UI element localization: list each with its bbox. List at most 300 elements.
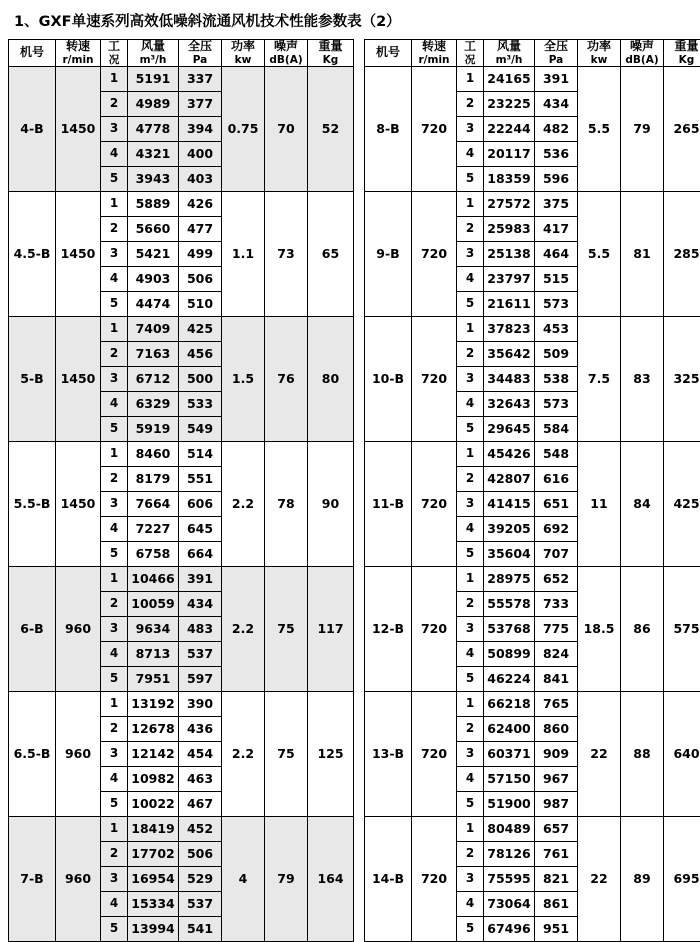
col-header-rpm-label: 转速 [422, 39, 446, 53]
cell-condition: 5 [457, 916, 484, 941]
cell-flow: 4903 [128, 266, 179, 291]
cell-noise: 79 [621, 66, 664, 191]
cell-pressure: 453 [535, 316, 578, 341]
cell-condition: 1 [101, 66, 128, 91]
col-header-noise-unit: dB(A) [621, 54, 663, 66]
col-header-flow [128, 40, 179, 67]
cell-condition: 4 [101, 141, 128, 166]
cell-flow: 35642 [484, 341, 535, 366]
cell-pressure: 606 [179, 491, 222, 516]
col-header-condition-sub: 况 [101, 54, 127, 66]
cell-flow: 10059 [128, 591, 179, 616]
cell-flow: 8713 [128, 641, 179, 666]
cell-pressure: 967 [535, 766, 578, 791]
col-header-flow-label: 风量 [497, 39, 521, 53]
cell-pressure: 765 [535, 691, 578, 716]
cell-pressure: 436 [179, 716, 222, 741]
cell-noise: 86 [621, 566, 664, 691]
cell-flow: 55578 [484, 591, 535, 616]
cell-flow: 5191 [128, 66, 179, 91]
cell-pressure: 483 [179, 616, 222, 641]
cell-flow: 35604 [484, 541, 535, 566]
cell-power: 5.5 [578, 191, 621, 316]
cell-condition: 2 [101, 716, 128, 741]
cell-flow: 16954 [128, 866, 179, 891]
cell-flow: 8460 [128, 441, 179, 466]
cell-condition: 4 [457, 891, 484, 916]
cell-noise: 89 [621, 816, 664, 941]
cell-pressure: 707 [535, 541, 578, 566]
cell-power: 22 [578, 691, 621, 816]
cell-condition: 3 [101, 366, 128, 391]
cell-flow: 18419 [128, 816, 179, 841]
tables-container [8, 39, 692, 942]
cell-condition: 1 [457, 566, 484, 591]
cell-condition: 2 [457, 716, 484, 741]
cell-condition: 1 [101, 316, 128, 341]
cell-flow: 5660 [128, 216, 179, 241]
cell-noise: 75 [265, 691, 308, 816]
col-header-rpm-unit: r/min [56, 54, 100, 66]
cell-condition: 5 [457, 291, 484, 316]
cell-pressure: 548 [535, 441, 578, 466]
cell-condition: 5 [101, 416, 128, 441]
cell-rpm: 1450 [56, 66, 101, 191]
cell-flow: 24165 [484, 66, 535, 91]
cell-flow: 29645 [484, 416, 535, 441]
cell-pressure: 761 [535, 841, 578, 866]
table-row [9, 566, 354, 591]
table-row [365, 191, 700, 216]
cell-flow: 4989 [128, 91, 179, 116]
cell-condition: 2 [457, 91, 484, 116]
cell-condition: 1 [101, 441, 128, 466]
cell-flow: 21611 [484, 291, 535, 316]
table-row [365, 816, 700, 841]
cell-flow: 7664 [128, 491, 179, 516]
cell-pressure: 821 [535, 866, 578, 891]
cell-flow: 37823 [484, 316, 535, 341]
cell-condition: 1 [457, 316, 484, 341]
cell-condition: 1 [457, 691, 484, 716]
cell-rpm: 1450 [56, 191, 101, 316]
table-row [9, 316, 354, 341]
col-header-power [222, 40, 265, 67]
cell-condition: 3 [457, 616, 484, 641]
cell-model: 7-B [9, 816, 56, 941]
cell-flow: 39205 [484, 516, 535, 541]
col-header-rpm-label: 转速 [66, 39, 90, 53]
cell-pressure: 651 [535, 491, 578, 516]
cell-pressure: 456 [179, 341, 222, 366]
cell-flow: 62400 [484, 716, 535, 741]
cell-pressure: 596 [535, 166, 578, 191]
cell-rpm: 960 [56, 566, 101, 691]
cell-flow: 4778 [128, 116, 179, 141]
cell-flow: 57150 [484, 766, 535, 791]
cell-condition: 1 [457, 66, 484, 91]
cell-rpm: 960 [56, 691, 101, 816]
col-header-noise-label: 噪声 [630, 39, 654, 53]
cell-flow: 46224 [484, 666, 535, 691]
col-header-noise [265, 40, 308, 67]
cell-condition: 1 [101, 691, 128, 716]
cell-flow: 13192 [128, 691, 179, 716]
cell-pressure: 391 [179, 566, 222, 591]
cell-pressure: 500 [179, 366, 222, 391]
cell-pressure: 506 [179, 841, 222, 866]
cell-flow: 5889 [128, 191, 179, 216]
col-header-power-unit: kw [578, 54, 620, 66]
cell-pressure: 541 [179, 916, 222, 941]
cell-pressure: 434 [179, 591, 222, 616]
cell-pressure: 417 [535, 216, 578, 241]
table-row [9, 191, 354, 216]
cell-noise: 75 [265, 566, 308, 691]
cell-noise: 76 [265, 316, 308, 441]
cell-model: 13-B [365, 691, 412, 816]
cell-flow: 50899 [484, 641, 535, 666]
cell-pressure: 533 [179, 391, 222, 416]
cell-pressure: 377 [179, 91, 222, 116]
cell-pressure: 426 [179, 191, 222, 216]
cell-model: 11-B [365, 441, 412, 566]
cell-flow: 10466 [128, 566, 179, 591]
cell-pressure: 425 [179, 316, 222, 341]
table-header-right [365, 40, 700, 67]
cell-flow: 75595 [484, 866, 535, 891]
cell-condition: 4 [101, 766, 128, 791]
cell-condition: 1 [101, 816, 128, 841]
col-header-weight [308, 40, 354, 67]
cell-noise: 78 [265, 441, 308, 566]
cell-flow: 12142 [128, 741, 179, 766]
cell-noise: 79 [265, 816, 308, 941]
header-row [9, 40, 354, 67]
cell-rpm: 720 [412, 566, 457, 691]
col-header-pressure-label: 全压 [188, 39, 212, 53]
cell-condition: 5 [101, 166, 128, 191]
cell-power: 2.2 [222, 691, 265, 816]
cell-flow: 25138 [484, 241, 535, 266]
cell-condition: 3 [101, 616, 128, 641]
cell-weight: 164 [308, 816, 354, 941]
cell-condition: 2 [101, 841, 128, 866]
cell-flow: 5919 [128, 416, 179, 441]
cell-power: 5.5 [578, 66, 621, 191]
cell-flow: 73064 [484, 891, 535, 916]
cell-condition: 2 [101, 591, 128, 616]
cell-power: 0.75 [222, 66, 265, 191]
cell-flow: 28975 [484, 566, 535, 591]
cell-condition: 4 [101, 641, 128, 666]
cell-noise: 81 [621, 191, 664, 316]
cell-condition: 3 [101, 241, 128, 266]
cell-condition: 5 [101, 916, 128, 941]
cell-condition: 4 [101, 391, 128, 416]
cell-pressure: 841 [535, 666, 578, 691]
cell-model: 14-B [365, 816, 412, 941]
cell-condition: 3 [457, 866, 484, 891]
col-header-condition-label: 工 [464, 39, 476, 53]
cell-flow: 9634 [128, 616, 179, 641]
cell-pressure: 861 [535, 891, 578, 916]
cell-condition: 2 [101, 466, 128, 491]
cell-weight: 265 [664, 66, 700, 191]
cell-flow: 25983 [484, 216, 535, 241]
cell-flow: 7227 [128, 516, 179, 541]
cell-model: 6-B [9, 566, 56, 691]
cell-condition: 5 [457, 791, 484, 816]
cell-pressure: 400 [179, 141, 222, 166]
table-row [365, 66, 700, 91]
cell-power: 2.2 [222, 441, 265, 566]
cell-flow: 51900 [484, 791, 535, 816]
cell-flow: 32643 [484, 391, 535, 416]
cell-pressure: 860 [535, 716, 578, 741]
cell-flow: 6712 [128, 366, 179, 391]
cell-condition: 2 [457, 466, 484, 491]
cell-pressure: 652 [535, 566, 578, 591]
cell-pressure: 536 [535, 141, 578, 166]
cell-condition: 5 [101, 541, 128, 566]
cell-flow: 80489 [484, 816, 535, 841]
header-row [365, 40, 700, 67]
cell-pressure: 573 [535, 291, 578, 316]
cell-weight: 52 [308, 66, 354, 191]
cell-condition: 2 [457, 591, 484, 616]
cell-condition: 5 [457, 416, 484, 441]
cell-flow: 10982 [128, 766, 179, 791]
cell-condition: 5 [457, 666, 484, 691]
col-header-flow-unit: m³/h [128, 54, 178, 66]
right-table-wrapper [364, 39, 700, 942]
cell-condition: 3 [101, 741, 128, 766]
cell-power: 18.5 [578, 566, 621, 691]
cell-model: 9-B [365, 191, 412, 316]
col-header-rpm-unit: r/min [412, 54, 456, 66]
cell-model: 4.5-B [9, 191, 56, 316]
cell-pressure: 454 [179, 741, 222, 766]
col-header-condition-sub: 况 [457, 54, 483, 66]
cell-pressure: 529 [179, 866, 222, 891]
table-row [365, 566, 700, 591]
col-header-rpm [412, 40, 457, 67]
cell-pressure: 464 [535, 241, 578, 266]
cell-pressure: 537 [179, 891, 222, 916]
cell-pressure: 549 [179, 416, 222, 441]
col-header-model [365, 40, 412, 67]
col-header-weight-unit: Kg [664, 54, 700, 66]
cell-condition: 5 [101, 666, 128, 691]
cell-rpm: 720 [412, 191, 457, 316]
cell-condition: 3 [101, 866, 128, 891]
cell-pressure: 597 [179, 666, 222, 691]
cell-flow: 34483 [484, 366, 535, 391]
cell-flow: 53768 [484, 616, 535, 641]
cell-weight: 285 [664, 191, 700, 316]
cell-model: 6.5-B [9, 691, 56, 816]
cell-condition: 3 [457, 241, 484, 266]
col-header-power [578, 40, 621, 67]
col-header-flow [484, 40, 535, 67]
cell-flow: 18359 [484, 166, 535, 191]
col-header-power-label: 功率 [587, 39, 611, 53]
cell-condition: 1 [457, 816, 484, 841]
col-header-pressure-unit: Pa [535, 54, 577, 66]
cell-condition: 4 [457, 391, 484, 416]
cell-noise: 73 [265, 191, 308, 316]
cell-flow: 67496 [484, 916, 535, 941]
cell-flow: 7409 [128, 316, 179, 341]
cell-condition: 4 [457, 766, 484, 791]
table-row [9, 66, 354, 91]
cell-rpm: 720 [412, 816, 457, 941]
cell-flow: 7951 [128, 666, 179, 691]
cell-weight: 640 [664, 691, 700, 816]
cell-flow: 78126 [484, 841, 535, 866]
cell-rpm: 1450 [56, 316, 101, 441]
spec-table-left [8, 39, 354, 942]
cell-condition: 2 [457, 216, 484, 241]
page-title: 1、GXF单速系列高效低噪斜流通风机技术性能参数表（2） [14, 10, 692, 31]
cell-pressure: 584 [535, 416, 578, 441]
cell-power: 1.1 [222, 191, 265, 316]
cell-rpm: 720 [412, 441, 457, 566]
cell-condition: 3 [101, 491, 128, 516]
col-header-flow-unit: m³/h [484, 54, 534, 66]
cell-pressure: 510 [179, 291, 222, 316]
cell-flow: 7163 [128, 341, 179, 366]
table-row [9, 691, 354, 716]
cell-flow: 15334 [128, 891, 179, 916]
cell-pressure: 391 [535, 66, 578, 91]
cell-noise: 83 [621, 316, 664, 441]
cell-model: 10-B [365, 316, 412, 441]
cell-weight: 325 [664, 316, 700, 441]
cell-rpm: 960 [56, 816, 101, 941]
col-header-noise-label: 噪声 [274, 39, 298, 53]
cell-pressure: 733 [535, 591, 578, 616]
col-header-model [9, 40, 56, 67]
cell-flow: 6329 [128, 391, 179, 416]
cell-condition: 1 [457, 441, 484, 466]
table-body-left [9, 66, 354, 941]
cell-pressure: 645 [179, 516, 222, 541]
cell-weight: 80 [308, 316, 354, 441]
cell-condition: 4 [457, 141, 484, 166]
col-header-condition [457, 40, 484, 67]
spec-table-right [364, 39, 700, 942]
col-header-condition [101, 40, 128, 67]
cell-condition: 5 [101, 291, 128, 316]
cell-condition: 3 [457, 491, 484, 516]
table-header-left [9, 40, 354, 67]
cell-pressure: 482 [535, 116, 578, 141]
cell-flow: 4321 [128, 141, 179, 166]
cell-flow: 10022 [128, 791, 179, 816]
cell-weight: 117 [308, 566, 354, 691]
cell-flow: 45426 [484, 441, 535, 466]
cell-condition: 3 [457, 741, 484, 766]
cell-flow: 13994 [128, 916, 179, 941]
cell-model: 5-B [9, 316, 56, 441]
col-header-weight-label: 重量 [318, 39, 342, 53]
cell-condition: 3 [457, 116, 484, 141]
col-header-pressure [535, 40, 578, 67]
cell-condition: 1 [457, 191, 484, 216]
cell-pressure: 909 [535, 741, 578, 766]
left-table-wrapper [8, 39, 354, 942]
cell-power: 7.5 [578, 316, 621, 441]
cell-pressure: 616 [535, 466, 578, 491]
cell-rpm: 720 [412, 691, 457, 816]
cell-pressure: 987 [535, 791, 578, 816]
col-header-power-label: 功率 [231, 39, 255, 53]
cell-condition: 4 [101, 516, 128, 541]
col-header-rpm [56, 40, 101, 67]
cell-flow: 27572 [484, 191, 535, 216]
cell-weight: 695 [664, 816, 700, 941]
cell-flow: 20117 [484, 141, 535, 166]
cell-flow: 22244 [484, 116, 535, 141]
table-row [365, 441, 700, 466]
table-row [9, 441, 354, 466]
cell-condition: 4 [101, 891, 128, 916]
col-header-weight-label: 重量 [674, 39, 698, 53]
cell-condition: 2 [457, 341, 484, 366]
cell-condition: 2 [101, 91, 128, 116]
cell-flow: 12678 [128, 716, 179, 741]
cell-condition: 2 [457, 841, 484, 866]
col-header-condition-label: 工 [108, 39, 120, 53]
cell-pressure: 403 [179, 166, 222, 191]
cell-noise: 84 [621, 441, 664, 566]
cell-pressure: 824 [535, 641, 578, 666]
cell-flow: 6758 [128, 541, 179, 566]
cell-pressure: 514 [179, 441, 222, 466]
col-header-noise [621, 40, 664, 67]
cell-pressure: 463 [179, 766, 222, 791]
cell-flow: 41415 [484, 491, 535, 516]
cell-model: 5.5-B [9, 441, 56, 566]
col-header-weight-unit: Kg [308, 54, 353, 66]
table-row [365, 691, 700, 716]
cell-pressure: 499 [179, 241, 222, 266]
cell-pressure: 664 [179, 541, 222, 566]
cell-flow: 3943 [128, 166, 179, 191]
cell-power: 11 [578, 441, 621, 566]
col-header-weight [664, 40, 700, 67]
cell-power: 22 [578, 816, 621, 941]
cell-noise: 88 [621, 691, 664, 816]
cell-pressure: 515 [535, 266, 578, 291]
col-header-model-label: 机号 [376, 45, 400, 59]
cell-condition: 5 [457, 541, 484, 566]
cell-condition: 2 [101, 216, 128, 241]
cell-power: 4 [222, 816, 265, 941]
cell-pressure: 951 [535, 916, 578, 941]
cell-weight: 425 [664, 441, 700, 566]
cell-flow: 60371 [484, 741, 535, 766]
cell-condition: 4 [457, 266, 484, 291]
cell-weight: 90 [308, 441, 354, 566]
cell-flow: 23225 [484, 91, 535, 116]
table-row [365, 316, 700, 341]
cell-pressure: 657 [535, 816, 578, 841]
cell-flow: 17702 [128, 841, 179, 866]
cell-condition: 1 [101, 191, 128, 216]
